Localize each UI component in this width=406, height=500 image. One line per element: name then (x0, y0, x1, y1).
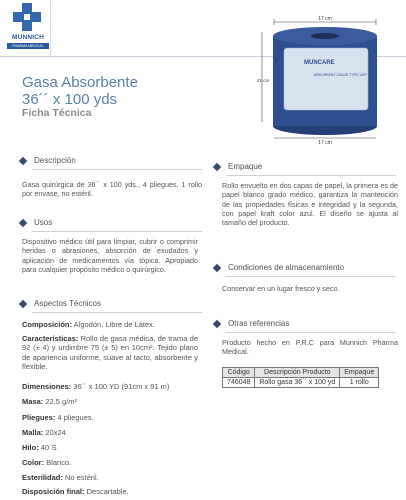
table-row (223, 378, 379, 388)
height-label: 21 cm (257, 78, 270, 83)
section-divider (32, 312, 202, 313)
empaque-text: Rollo envuelto en dos capas de papel, la primera es de papel blanco grado médico, garantiza la mantención de las propiedades físicas e integridad y la segunda, con papel kraft color azul. El diseño se ajusta al tamaño del producto. (222, 181, 398, 228)
section-aspectos-heading: Aspectos Técnicos (20, 299, 101, 308)
spec-color: Color: Blanco. (22, 458, 72, 467)
section-divider (226, 332, 396, 333)
table-cell-codigo: 746048 (223, 378, 255, 388)
usos-text: Dispositivo médico útil para limpiar, cubrir o comprimir heridas o abrasiones, absorción de exudados y aplicación de medicamentos vía tópica. Apropiado para cualquier propósito médico o quirúrgico. (22, 237, 198, 274)
spec-malla: Malla: 20x24 (22, 428, 66, 437)
cross-logo-icon (13, 3, 41, 31)
bullet-diamond-icon (213, 162, 221, 170)
gauze-roll-image (254, 14, 394, 144)
width-label: 17 cm (318, 16, 332, 22)
header-divider-vertical (50, 0, 51, 56)
section-divider (32, 231, 202, 232)
spec-pliegues: Pliegues: 4 pliegues. (22, 413, 94, 422)
bullet-diamond-icon (213, 263, 221, 271)
spec-esterilidad: Esterilidad: No estéril. (22, 473, 99, 482)
table-header-codigo: Código (223, 368, 255, 378)
table-header-row (223, 368, 379, 378)
table-header-empaque: Empaque (340, 368, 379, 378)
brand-name: MUNNICH (11, 34, 45, 41)
spec-masa: Masa: 22,5 g/m² (22, 397, 78, 406)
otras-text: Producto hecho en P.R.C para Munnich Pharma Medical. (222, 338, 398, 357)
table-cell-descripcion: Rollo gasa 36´´ x 100 yd (255, 378, 340, 388)
section-usos-heading: Usos (20, 218, 52, 227)
section-otras-heading: Otras referencias (214, 319, 289, 328)
bottom-width-label: 17 cm (318, 140, 332, 144)
munnich-logo (9, 3, 45, 53)
bullet-diamond-icon (213, 319, 221, 327)
page-title (22, 74, 138, 108)
spec-dimensiones: Dimensiones: 36´´ x 100 YD (91cm x 91 m) (22, 382, 170, 391)
product-table (222, 367, 379, 388)
spec-disposicion: Disposición final: Descartable. (22, 487, 129, 496)
page-subtitle: Ficha Técnica (22, 107, 92, 119)
spec-composicion: Composición: Algodón. Libre de Látex. (22, 320, 155, 329)
bullet-diamond-icon (19, 218, 27, 226)
bullet-diamond-icon (19, 156, 27, 164)
bullet-diamond-icon (19, 299, 27, 307)
brand-tagline: PHARMA MEDICAL (7, 43, 49, 49)
section-descripcion-heading: Descripción (20, 156, 76, 165)
descripcion-text: Gasa quirúrgica de 36´´ x 100 yds., 4 pliegues, 1 rollo por envase, no estéril. (22, 180, 202, 199)
section-divider (32, 169, 202, 170)
section-empaque-heading: Empaque (214, 162, 262, 171)
spec-caracteristicas: Características: Rollo de gasa médica, de trama de 92 (± 4) y urdimbre 75 (± 5) en 10cm². Tejido plano de apariencia uniforme, suave al tacto, absorbente y flexible. (22, 334, 198, 371)
section-almacenamiento-heading: Condiciones de almacenamiento (214, 263, 344, 272)
almacenamiento-text: Conservar en un lugar fresco y seco. (222, 284, 340, 293)
table-cell-empaque: 1 rollo (340, 378, 379, 388)
table-header-descripcion: Descripción Producto (255, 368, 340, 378)
pack-brand-label: MUNCARE (304, 60, 335, 66)
spec-hilo: Hilo: 40´S (22, 443, 57, 452)
section-divider (226, 276, 396, 277)
title-line-1: Gasa Absorbente (22, 74, 138, 91)
pack-text: ABSORBENT GAUZE TYPE USP (314, 73, 367, 77)
section-divider (226, 175, 396, 176)
title-line-2: 36´´ x 100 yds (22, 91, 118, 108)
